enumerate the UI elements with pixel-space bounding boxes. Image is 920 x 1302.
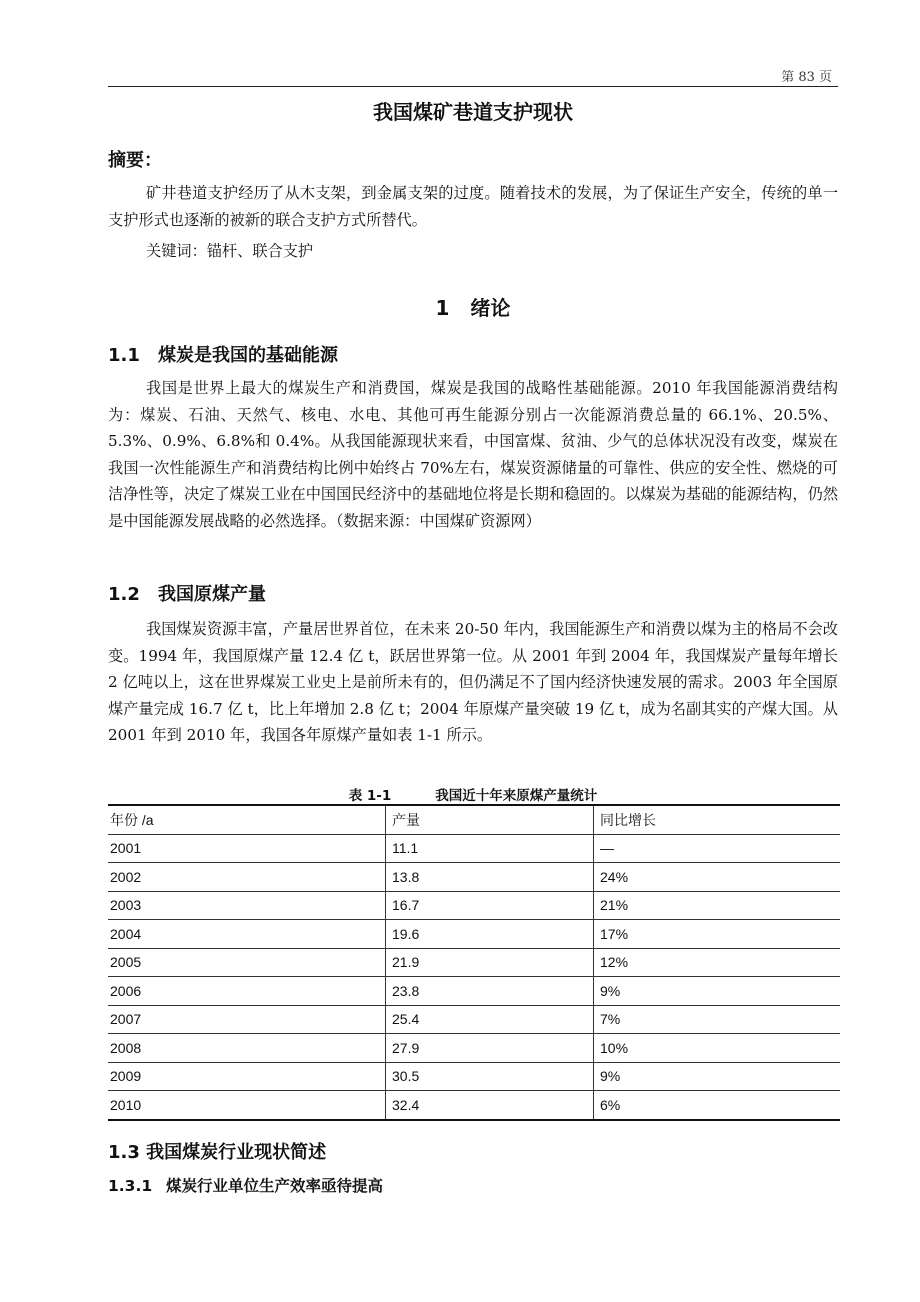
- table-cell: 9%: [594, 1062, 841, 1091]
- table-caption: [108, 784, 838, 804]
- table-caption-title: 我国近十年来原煤产量统计: [435, 788, 598, 804]
- table-cell: 10%: [594, 1034, 841, 1063]
- table-cell: 32.4: [386, 1091, 594, 1120]
- table-caption-number: 表 1-1: [348, 788, 392, 804]
- table-cell: 2003: [108, 891, 386, 920]
- table-row: [108, 891, 840, 920]
- section-number: 1.2: [108, 584, 140, 605]
- table-cell: 19.6: [386, 920, 594, 949]
- table-cell: 2006: [108, 977, 386, 1006]
- table-row: [108, 1091, 840, 1120]
- coal-production-table: [108, 804, 840, 1121]
- section-heading-1-2: [108, 580, 266, 606]
- table-header-cell: 产量: [386, 805, 594, 834]
- table-row: [108, 863, 840, 892]
- page-number: 第 83 页: [781, 70, 832, 85]
- keywords: 关键词：锚杆、联合支护: [146, 242, 314, 260]
- table-cell: 2002: [108, 863, 386, 892]
- table-header-cell: 同比增长: [594, 805, 841, 834]
- table-cell: —: [594, 834, 841, 863]
- section-number: 1.1: [108, 345, 140, 366]
- table-cell: 9%: [594, 977, 841, 1006]
- table-cell: 23.8: [386, 977, 594, 1006]
- subsection-number: 1.3.1: [108, 1177, 153, 1195]
- table-cell: 2005: [108, 948, 386, 977]
- table-cell: 12%: [594, 948, 841, 977]
- section-title: 煤炭是我国的基础能源: [158, 345, 338, 366]
- subsection-heading-1-3-1: [108, 1174, 383, 1196]
- table-header-row: [108, 805, 840, 834]
- section-1-1-paragraph: 我国是世界上最大的煤炭生产和消费国，煤炭是我国的战略性基础能源。2010 年我国能源消费结构为：煤炭、石油、天然气、核电、水电、其他可再生能源分别占一次能源消费总量的 66.1%、20.5%、5.3%、0.9%、6.8%和 0.4%。从我国能源现状来看，中国富煤、贫油、少气的总体状况没有改变，煤炭在我国一次性能源生产和消费结构比例中始终占 70%左右，煤炭资源储量的可靠性、供应的安全性、燃烧的可洁净性等，决定了煤炭工业在中国国民经济中的基础地位将是长期和稳固的。以煤炭为基础的能源结构，仍然是中国能源发展战略的必然选择。（数据来源：中国煤矿资源网）: [108, 379, 838, 530]
- table-cell: 6%: [594, 1091, 841, 1120]
- table-row: [108, 1062, 840, 1091]
- section-title: 我国原煤产量: [158, 584, 266, 605]
- table-row: [108, 977, 840, 1006]
- table-cell: 2009: [108, 1062, 386, 1091]
- table-cell: 21%: [594, 891, 841, 920]
- table-cell: 2001: [108, 834, 386, 863]
- table-cell: 30.5: [386, 1062, 594, 1091]
- section-1-2-paragraph: 我国煤炭资源丰富，产量居世界首位，在未来 20-50 年内，我国能源生产和消费以煤为主的格局不会改变。1994 年，我国原煤产量 12.4 亿 t，跃居世界第一位。从 2001 年到 2004 年，我国煤炭产量每年增长 2 亿吨以上，这在世界煤炭工业史上是前所未有的，但仍满足不了国内经济快速发展的需求。2003 年全国原煤产量完成 16.7 亿 t，比上年增加 2.8 亿 t；2004 年原煤产量突破 19 亿 t，成为名副其实的产煤大国。从 2001 年到 2010 年，我国各年原煤产量如表 1-1 所示。: [108, 620, 838, 744]
- page-header: [108, 64, 838, 87]
- section-heading-1-3: 1.3 我国煤炭行业现状简述: [108, 1142, 327, 1163]
- table-cell: 2010: [108, 1091, 386, 1120]
- document-title: 我国煤矿巷道支护现状: [373, 100, 573, 124]
- table-cell: 16.7: [386, 891, 594, 920]
- table-cell: 13.8: [386, 863, 594, 892]
- table-row: [108, 1034, 840, 1063]
- abstract-heading: 摘要：: [108, 150, 162, 171]
- table-row: [108, 834, 840, 863]
- table-header-cell: 年份 /a: [108, 805, 386, 834]
- table-cell: 27.9: [386, 1034, 594, 1063]
- table-row: [108, 920, 840, 949]
- chapter-title: 1 绪论: [435, 296, 511, 320]
- table-cell: 2004: [108, 920, 386, 949]
- table-cell: 17%: [594, 920, 841, 949]
- table-cell: 2008: [108, 1034, 386, 1063]
- table-cell: 25.4: [386, 1005, 594, 1034]
- subsection-title: 煤炭行业单位生产效率亟待提高: [166, 1177, 384, 1195]
- table-cell: 11.1: [386, 834, 594, 863]
- abstract-text: 矿井巷道支护经历了从木支架，到金属支架的过度。随着技术的发展，为了保证生产安全，传统的单一支护形式也逐渐的被新的联合支护方式所替代。: [108, 184, 838, 229]
- table-row: [108, 1005, 840, 1034]
- section-heading-1-1: [108, 341, 338, 367]
- table-cell: 21.9: [386, 948, 594, 977]
- table-cell: 7%: [594, 1005, 841, 1034]
- table-row: [108, 948, 840, 977]
- table-cell: 2007: [108, 1005, 386, 1034]
- table-cell: 24%: [594, 863, 841, 892]
